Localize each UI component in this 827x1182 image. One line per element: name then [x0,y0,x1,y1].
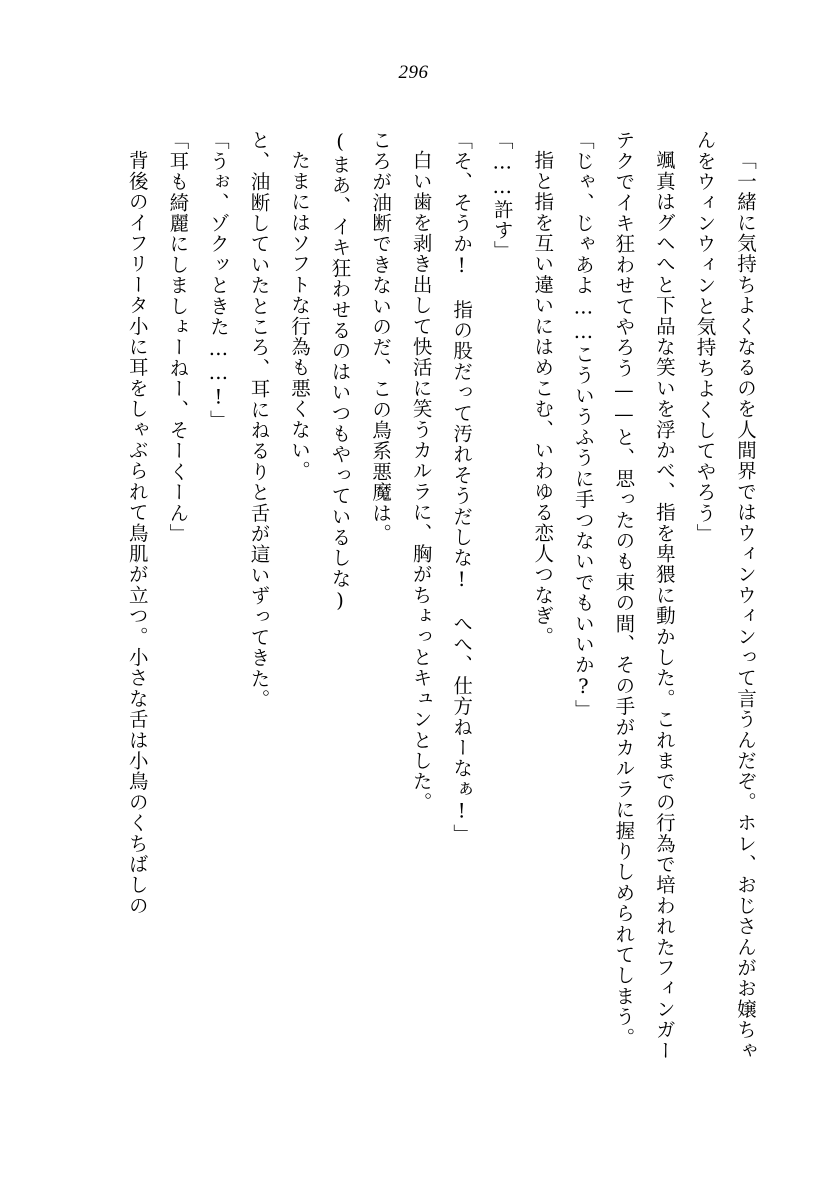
paragraph: 「……許す」 [490,130,514,262]
paragraph: と、油断していたところ、耳にねるりと舌が這いずってきた。 [247,130,271,710]
paragraph: 「耳も綺麗にしましょーねー、そーくーん」 [166,130,190,544]
paragraph: たまにはソフトな行為も悪くない。 [287,149,311,481]
paragraph: ころが油断できないのだ、この鳥系悪魔は。 [369,130,393,544]
vertical-text-body [117,130,765,1070]
paragraph: 白い歯を剥き出して快活に笑うカルラに、胸がちょっとキュンとした。 [409,149,433,812]
paragraph: 背後のイフリータ小に耳をしゃぶられて鳥肌が立つ。小さな舌は小鳥のくちばしの [125,149,149,916]
paragraph: (まあ、イキ狂わせるのはいつもやっているしな) [328,130,352,614]
paragraph: 指と指を互い違いにはめこむ、いわゆる恋人つなぎ。 [531,149,555,647]
page-number: 296 [398,62,429,83]
paragraph: 「うぉ、ゾクッときた……!」 [206,130,230,431]
paragraph: 「そ、そうか! 指の股だって汚れそうだしな! へへ、仕方ねーなぁ!」 [450,130,474,845]
paragraph: 颯真はグヘへと下品な笑いを浮かべ、指を卑猥に動かした。これまでの行為で培われたフィンガーテクでイキ狂わせてやろう——と、思ったのも束の間、その手がカルラに握りしめられてしまう。 [612,130,676,1061]
paragraph: 「じゃ、じゃあよ……こういうふうに手つないでもいいか?」 [571,130,595,721]
paragraph: 「一緒に気持ちよくなるのを人間界ではウィンウィンって言うんだぞ。ホレ、おじさんがお嬢ちゃんをウィンウィンと気持ちよくしてやろう」 [693,130,757,1061]
